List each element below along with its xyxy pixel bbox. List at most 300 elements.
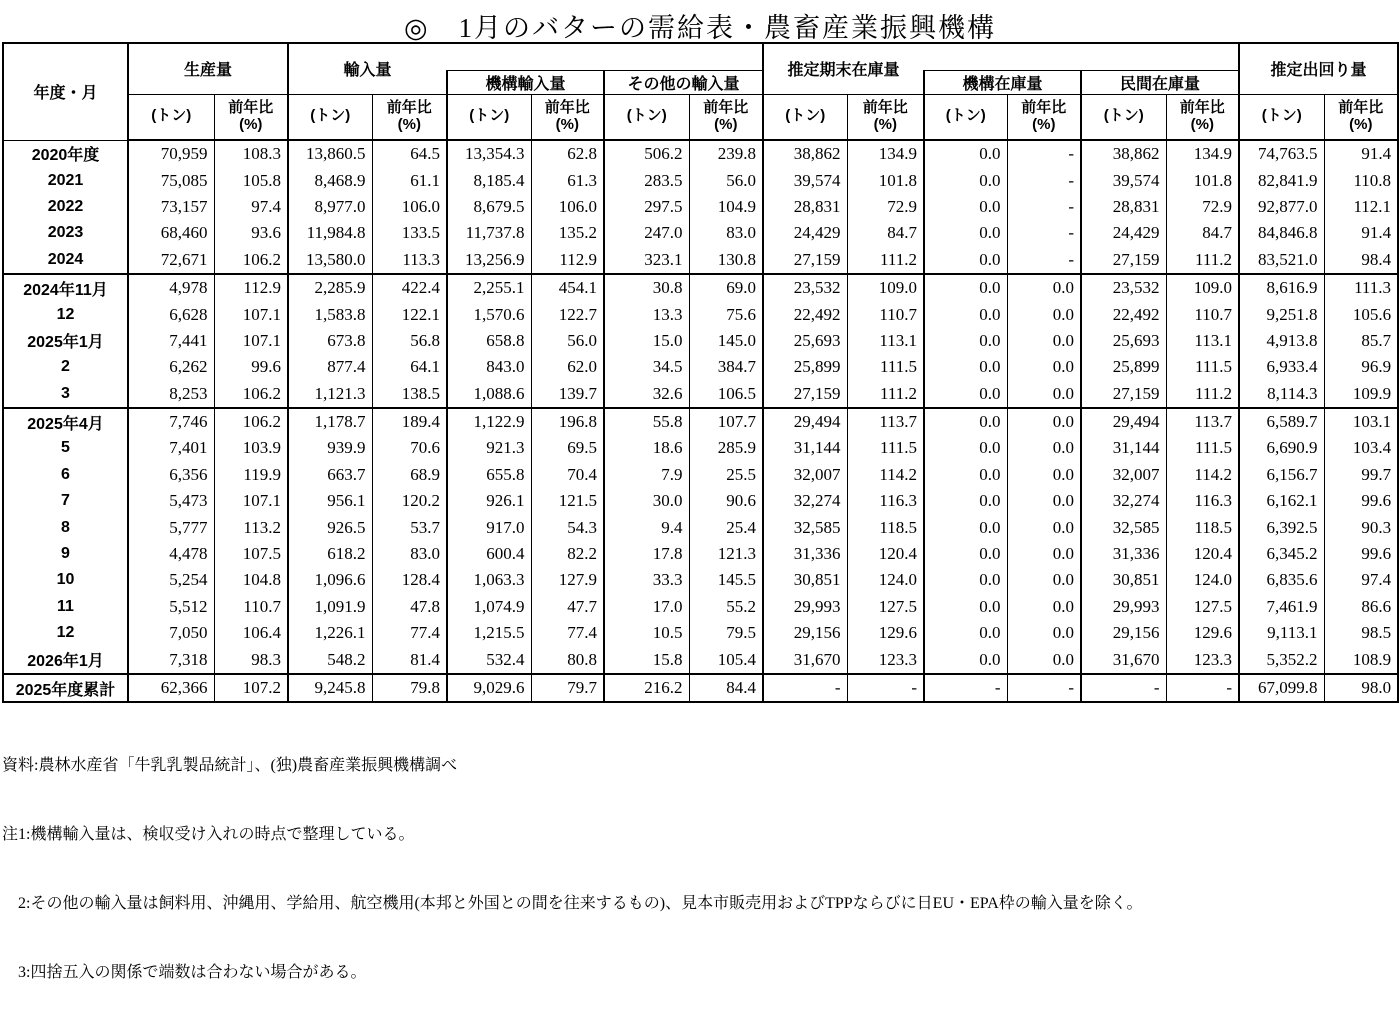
data-cell: 0.0	[1007, 567, 1081, 593]
data-cell: 120.4	[1166, 541, 1239, 567]
data-cell: 0.0	[1007, 435, 1081, 461]
data-cell: 6,690.9	[1239, 435, 1324, 461]
data-cell: 6,356	[128, 462, 214, 488]
note-1: 注1:機構輸入量は、検収受け入れの時点で整理している。	[2, 826, 415, 844]
data-cell: 0.0	[924, 167, 1007, 193]
data-cell: 84.4	[689, 674, 763, 702]
data-cell: 84,846.8	[1239, 220, 1324, 246]
data-cell: 53.7	[372, 514, 447, 540]
data-cell: 11,737.8	[447, 220, 531, 246]
data-cell: 27,159	[1081, 247, 1166, 274]
data-cell: 113.7	[1166, 408, 1239, 435]
data-cell: 106.2	[214, 247, 288, 274]
data-cell: 32,007	[763, 462, 847, 488]
data-cell: 114.2	[847, 462, 924, 488]
data-cell: 82,841.9	[1239, 167, 1324, 193]
data-cell: 97.4	[1324, 567, 1398, 593]
data-cell: 0.0	[924, 541, 1007, 567]
data-cell: 55.8	[604, 408, 689, 435]
header-spacer	[447, 43, 763, 70]
header-ending-stock: 推定期末在庫量	[763, 43, 924, 94]
data-cell: 655.8	[447, 462, 531, 488]
data-cell: 0.0	[1007, 541, 1081, 567]
data-cell: 90.6	[689, 488, 763, 514]
data-cell: 29,993	[1081, 594, 1166, 620]
data-cell: 122.7	[531, 301, 604, 327]
data-cell: 112.9	[531, 247, 604, 274]
data-cell: 31,336	[1081, 541, 1166, 567]
row-label: 2025年度累計	[3, 674, 128, 702]
data-cell: 5,254	[128, 567, 214, 593]
data-cell: 6,156.7	[1239, 462, 1324, 488]
data-cell: 1,583.8	[288, 301, 372, 327]
data-cell: 1,215.5	[447, 620, 531, 646]
unit-yoy: 前年比 (%)	[531, 94, 604, 140]
data-cell: 0.0	[924, 328, 1007, 354]
data-cell: 25,693	[1081, 328, 1166, 354]
data-cell: 39,574	[1081, 167, 1166, 193]
data-cell: 0.0	[1007, 301, 1081, 327]
data-cell: 1,121.3	[288, 381, 372, 408]
data-cell: -	[1166, 674, 1239, 702]
data-cell: 103.9	[214, 435, 288, 461]
table-row	[3, 328, 1398, 354]
data-cell: 8,114.3	[1239, 381, 1324, 408]
data-cell: 70.4	[531, 462, 604, 488]
data-cell: 548.2	[288, 646, 372, 673]
data-cell: 9,245.8	[288, 674, 372, 702]
data-cell: 104.8	[214, 567, 288, 593]
data-cell: 0.0	[924, 567, 1007, 593]
data-cell: 105.8	[214, 167, 288, 193]
data-cell: 84.7	[847, 220, 924, 246]
data-cell: 72.9	[1166, 194, 1239, 220]
source-note: 資料:農林水産省「牛乳乳製品統計」、(独)農畜産業振興機構調べ	[2, 757, 458, 775]
data-cell: 107.5	[214, 541, 288, 567]
data-cell: 105.6	[1324, 301, 1398, 327]
data-cell: 22,492	[763, 301, 847, 327]
data-cell: -	[763, 674, 847, 702]
data-cell: 23,532	[763, 274, 847, 301]
data-cell: 111.5	[847, 354, 924, 380]
data-cell: 663.7	[288, 462, 372, 488]
row-label: 2025年1月	[3, 328, 128, 354]
data-cell: 107.7	[689, 408, 763, 435]
header-imports: 輸入量	[288, 43, 447, 94]
table-header	[3, 43, 1398, 140]
data-cell: 32,585	[1081, 514, 1166, 540]
data-cell: 13,580.0	[288, 247, 372, 274]
header-distribution: 推定出回り量	[1239, 43, 1398, 94]
table-row	[3, 462, 1398, 488]
data-cell: 0.0	[924, 274, 1007, 301]
data-cell: 38,862	[763, 140, 847, 167]
data-cell: 917.0	[447, 514, 531, 540]
data-cell: 110.7	[214, 594, 288, 620]
row-label: 2021	[3, 167, 128, 193]
table-row	[3, 220, 1398, 246]
row-label: 3	[3, 381, 128, 408]
data-cell: 129.6	[1166, 620, 1239, 646]
data-cell: 422.4	[372, 274, 447, 301]
data-cell: 216.2	[604, 674, 689, 702]
data-cell: 5,777	[128, 514, 214, 540]
data-cell: 56.0	[689, 167, 763, 193]
unit-yoy: 前年比 (%)	[214, 94, 288, 140]
data-cell: 106.2	[214, 408, 288, 435]
data-cell: 926.5	[288, 514, 372, 540]
data-cell: 68.9	[372, 462, 447, 488]
data-cell: 9,113.1	[1239, 620, 1324, 646]
data-cell: 24,429	[763, 220, 847, 246]
data-cell: 13.3	[604, 301, 689, 327]
data-cell: 6,589.7	[1239, 408, 1324, 435]
data-cell: 91.4	[1324, 140, 1398, 167]
data-cell: 29,156	[763, 620, 847, 646]
data-cell: 6,933.4	[1239, 354, 1324, 380]
row-label: 5	[3, 435, 128, 461]
data-cell: 62.0	[531, 354, 604, 380]
data-cell: 1,096.6	[288, 567, 372, 593]
data-cell: 124.0	[847, 567, 924, 593]
row-label: 10	[3, 567, 128, 593]
header-production: 生産量	[128, 43, 288, 94]
data-cell: 108.3	[214, 140, 288, 167]
data-cell: 113.2	[214, 514, 288, 540]
data-cell: 10.5	[604, 620, 689, 646]
data-cell: 28,831	[1081, 194, 1166, 220]
unit-yoy: 前年比 (%)	[1007, 94, 1081, 140]
data-cell: 61.1	[372, 167, 447, 193]
data-cell: 111.2	[847, 247, 924, 274]
data-cell: 17.8	[604, 541, 689, 567]
table-body	[3, 140, 1398, 702]
data-cell: 1,063.3	[447, 567, 531, 593]
data-cell: 99.6	[214, 354, 288, 380]
data-cell: 27,159	[1081, 381, 1166, 408]
data-cell: 8,468.9	[288, 167, 372, 193]
data-cell: 0.0	[924, 488, 1007, 514]
table-row	[3, 247, 1398, 274]
data-cell: 101.8	[1166, 167, 1239, 193]
data-cell: 956.1	[288, 488, 372, 514]
header-private-stock: 民間在庫量	[1081, 70, 1239, 94]
data-cell: 31,670	[1081, 646, 1166, 673]
data-cell: 9,029.6	[447, 674, 531, 702]
data-cell: 32,274	[763, 488, 847, 514]
data-cell: 6,392.5	[1239, 514, 1324, 540]
data-cell: 69.5	[531, 435, 604, 461]
data-cell: 6,262	[128, 354, 214, 380]
data-cell: 5,352.2	[1239, 646, 1324, 673]
data-cell: 103.1	[1324, 408, 1398, 435]
data-cell: 0.0	[1007, 381, 1081, 408]
data-cell: 877.4	[288, 354, 372, 380]
data-cell: 116.3	[1166, 488, 1239, 514]
data-cell: 72,671	[128, 247, 214, 274]
data-cell: 30,851	[763, 567, 847, 593]
data-cell: 0.0	[1007, 328, 1081, 354]
row-label: 2	[3, 354, 128, 380]
data-cell: 15.8	[604, 646, 689, 673]
data-cell: 30.8	[604, 274, 689, 301]
data-cell: 79.5	[689, 620, 763, 646]
data-cell: 600.4	[447, 541, 531, 567]
data-cell: 62,366	[128, 674, 214, 702]
unit-ton: (トン)	[1081, 94, 1166, 140]
data-cell: 384.7	[689, 354, 763, 380]
data-cell: 103.4	[1324, 435, 1398, 461]
data-cell: 32,007	[1081, 462, 1166, 488]
data-cell: 24,429	[1081, 220, 1166, 246]
data-cell: 84.7	[1166, 220, 1239, 246]
data-cell: 0.0	[1007, 646, 1081, 673]
table-row	[3, 408, 1398, 435]
data-cell: -	[1007, 140, 1081, 167]
data-cell: 83.0	[689, 220, 763, 246]
data-cell: 96.9	[1324, 354, 1398, 380]
data-cell: 92,877.0	[1239, 194, 1324, 220]
data-cell: 113.3	[372, 247, 447, 274]
data-cell: 34.5	[604, 354, 689, 380]
data-cell: 106.0	[531, 194, 604, 220]
unit-yoy: 前年比 (%)	[1324, 94, 1398, 140]
data-cell: 116.3	[847, 488, 924, 514]
data-cell: 99.6	[1324, 488, 1398, 514]
data-cell: 13,256.9	[447, 247, 531, 274]
data-cell: 127.5	[847, 594, 924, 620]
data-cell: 110.7	[1166, 301, 1239, 327]
data-cell: 1,088.6	[447, 381, 531, 408]
data-cell: 82.2	[531, 541, 604, 567]
table-row	[3, 140, 1398, 167]
data-cell: 105.4	[689, 646, 763, 673]
data-cell: 29,156	[1081, 620, 1166, 646]
data-cell: -	[1081, 674, 1166, 702]
data-cell: 111.5	[847, 435, 924, 461]
row-label: 8	[3, 514, 128, 540]
data-cell: 22,492	[1081, 301, 1166, 327]
data-cell: 0.0	[1007, 514, 1081, 540]
header-spacer	[924, 43, 1239, 70]
data-cell: 106.0	[372, 194, 447, 220]
data-cell: 93.6	[214, 220, 288, 246]
data-cell: 31,144	[763, 435, 847, 461]
row-label: 12	[3, 301, 128, 327]
data-cell: 8,616.9	[1239, 274, 1324, 301]
data-cell: 0.0	[1007, 594, 1081, 620]
data-cell: 0.0	[924, 620, 1007, 646]
data-cell: 33.3	[604, 567, 689, 593]
data-cell: 31,144	[1081, 435, 1166, 461]
table-row	[3, 488, 1398, 514]
table-row	[3, 381, 1398, 408]
data-cell: 79.8	[372, 674, 447, 702]
data-cell: 0.0	[924, 354, 1007, 380]
data-cell: 31,336	[763, 541, 847, 567]
table-row	[3, 301, 1398, 327]
data-cell: 6,835.6	[1239, 567, 1324, 593]
data-cell: 111.2	[1166, 247, 1239, 274]
data-cell: -	[924, 674, 1007, 702]
data-cell: 6,162.1	[1239, 488, 1324, 514]
data-cell: 109.9	[1324, 381, 1398, 408]
data-cell: 25.4	[689, 514, 763, 540]
data-cell: 30.0	[604, 488, 689, 514]
unit-ton: (トン)	[447, 94, 531, 140]
data-cell: 25,693	[763, 328, 847, 354]
data-cell: 29,494	[763, 408, 847, 435]
data-cell: 129.6	[847, 620, 924, 646]
data-cell: 113.7	[847, 408, 924, 435]
row-label: 7	[3, 488, 128, 514]
data-cell: 110.7	[847, 301, 924, 327]
data-cell: 69.0	[689, 274, 763, 301]
data-cell: 110.8	[1324, 167, 1398, 193]
header-alic-stock: 機構在庫量	[924, 70, 1081, 94]
data-cell: 239.8	[689, 140, 763, 167]
data-cell: 532.4	[447, 646, 531, 673]
data-cell: 0.0	[1007, 462, 1081, 488]
table-row	[3, 354, 1398, 380]
row-label: 9	[3, 541, 128, 567]
row-label: 2025年4月	[3, 408, 128, 435]
data-cell: 80.8	[531, 646, 604, 673]
data-cell: 70,959	[128, 140, 214, 167]
data-cell: 189.4	[372, 408, 447, 435]
header-other-imports: その他の輸入量	[604, 70, 763, 94]
data-cell: 118.5	[847, 514, 924, 540]
data-cell: 28,831	[763, 194, 847, 220]
data-cell: 73,157	[128, 194, 214, 220]
data-cell: 8,185.4	[447, 167, 531, 193]
unit-ton: (トン)	[763, 94, 847, 140]
data-cell: 127.9	[531, 567, 604, 593]
data-cell: 29,494	[1081, 408, 1166, 435]
row-label: 12	[3, 620, 128, 646]
data-cell: 97.4	[214, 194, 288, 220]
data-cell: 2,285.9	[288, 274, 372, 301]
data-cell: 25.5	[689, 462, 763, 488]
note-2: 2:その他の輸入量は飼料用、沖縄用、学給用、航空機用(本邦と外国との間を往来するもの)、見本市販売用およびTPPならびに日EU・EPA枠の輸入量を除く。	[2, 895, 1143, 913]
data-cell: 13,860.5	[288, 140, 372, 167]
data-cell: 0.0	[1007, 408, 1081, 435]
unit-ton: (トン)	[924, 94, 1007, 140]
table-row	[3, 567, 1398, 593]
data-cell: 1,570.6	[447, 301, 531, 327]
data-cell: 27,159	[763, 381, 847, 408]
data-cell: 0.0	[924, 194, 1007, 220]
data-cell: 27,159	[763, 247, 847, 274]
data-cell: 1,178.7	[288, 408, 372, 435]
data-cell: 5,473	[128, 488, 214, 514]
table-row	[3, 435, 1398, 461]
data-cell: 83.0	[372, 541, 447, 567]
data-cell: 107.1	[214, 328, 288, 354]
unit-ton: (トン)	[128, 94, 214, 140]
unit-yoy: 前年比 (%)	[847, 94, 924, 140]
data-cell: 64.1	[372, 354, 447, 380]
data-cell: -	[1007, 220, 1081, 246]
data-cell: 285.9	[689, 435, 763, 461]
table-row	[3, 194, 1398, 220]
data-cell: 70.6	[372, 435, 447, 461]
data-cell: 25,899	[763, 354, 847, 380]
data-cell: 123.3	[847, 646, 924, 673]
data-cell: 7,441	[128, 328, 214, 354]
data-cell: 7,318	[128, 646, 214, 673]
table-row	[3, 274, 1398, 301]
data-cell: -	[1007, 247, 1081, 274]
data-cell: 138.5	[372, 381, 447, 408]
data-cell: 0.0	[1007, 354, 1081, 380]
table-row	[3, 594, 1398, 620]
data-cell: 47.7	[531, 594, 604, 620]
data-cell: 109.0	[1166, 274, 1239, 301]
data-cell: 134.9	[1166, 140, 1239, 167]
data-cell: 8,679.5	[447, 194, 531, 220]
data-cell: 119.9	[214, 462, 288, 488]
header-year-month: 年度・月	[3, 43, 128, 140]
data-cell: 15.0	[604, 328, 689, 354]
data-cell: 29,993	[763, 594, 847, 620]
data-cell: 658.8	[447, 328, 531, 354]
data-cell: 62.8	[531, 140, 604, 167]
table-row	[3, 541, 1398, 567]
data-cell: 0.0	[924, 594, 1007, 620]
data-cell: 7,746	[128, 408, 214, 435]
data-cell: 108.9	[1324, 646, 1398, 673]
data-cell: -	[1007, 194, 1081, 220]
data-cell: 17.0	[604, 594, 689, 620]
row-label: 2026年1月	[3, 646, 128, 673]
data-cell: 135.2	[531, 220, 604, 246]
data-cell: 0.0	[924, 646, 1007, 673]
unit-ton: (トン)	[288, 94, 372, 140]
data-cell: 0.0	[924, 247, 1007, 274]
data-cell: 86.6	[1324, 594, 1398, 620]
data-cell: 113.1	[847, 328, 924, 354]
data-cell: 75.6	[689, 301, 763, 327]
data-cell: 454.1	[531, 274, 604, 301]
data-cell: 0.0	[924, 381, 1007, 408]
unit-yoy: 前年比 (%)	[372, 94, 447, 140]
page-title: ◎ 1月のバターの需給表・農畜産業振興機構	[403, 13, 997, 43]
data-cell: 0.0	[924, 408, 1007, 435]
unit-yoy: 前年比 (%)	[1166, 94, 1239, 140]
table-row	[3, 167, 1398, 193]
data-cell: 0.0	[924, 462, 1007, 488]
data-cell: 843.0	[447, 354, 531, 380]
row-label: 2024	[3, 247, 128, 274]
data-cell: 39,574	[763, 167, 847, 193]
data-cell: 133.5	[372, 220, 447, 246]
data-cell: 127.5	[1166, 594, 1239, 620]
row-label: 2024年11月	[3, 274, 128, 301]
data-cell: 32,274	[1081, 488, 1166, 514]
table-row	[3, 514, 1398, 540]
unit-ton: (トン)	[1239, 94, 1324, 140]
data-cell: 83,521.0	[1239, 247, 1324, 274]
data-cell: 7,050	[128, 620, 214, 646]
data-cell: 111.3	[1324, 274, 1398, 301]
data-cell: 7,401	[128, 435, 214, 461]
data-cell: 30,851	[1081, 567, 1166, 593]
data-cell: 68,460	[128, 220, 214, 246]
data-cell: 98.0	[1324, 674, 1398, 702]
data-cell: 98.5	[1324, 620, 1398, 646]
data-cell: 61.3	[531, 167, 604, 193]
